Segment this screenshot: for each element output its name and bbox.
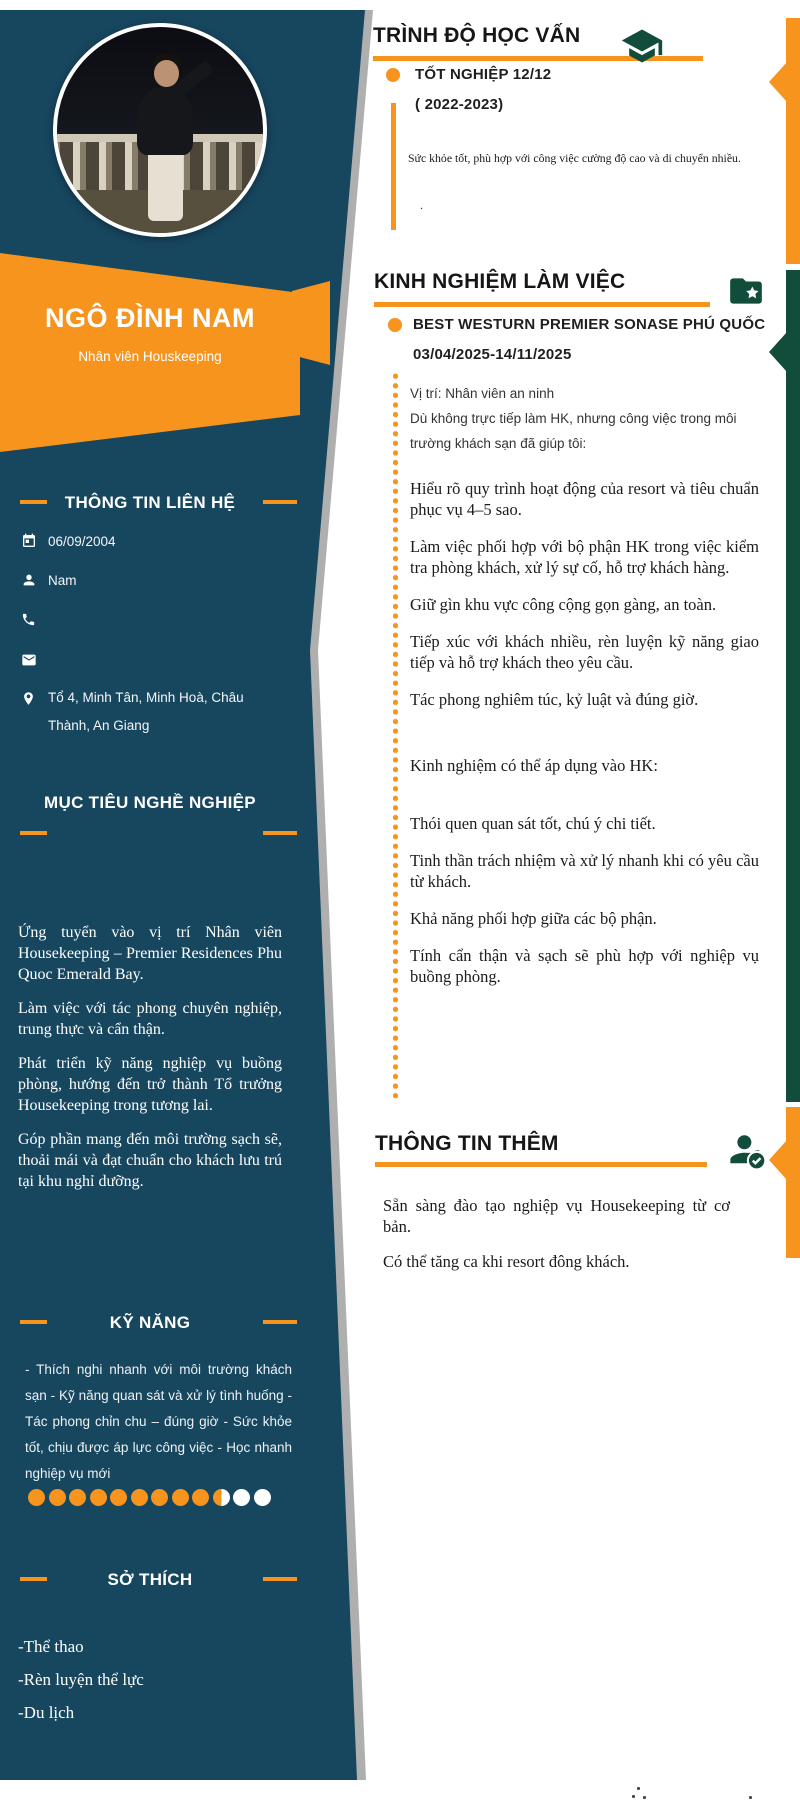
experience-period: 03/04/2025-14/11/2025 — [413, 346, 572, 363]
experience-employer: BEST WESTURN PREMIER SONASE PHÚ QUỐC — [413, 316, 766, 333]
additional-heading: THÔNG TIN THÊM — [375, 1132, 559, 1155]
experience-paragraph: Khả năng phối hợp giữa các bộ phận. — [410, 909, 657, 928]
gender-value: Nam — [48, 573, 77, 588]
experience-paragraph: Kinh nghiệm có thể áp dụng vào HK: — [410, 756, 658, 775]
hobbies-heading: SỞ THÍCH — [107, 1570, 193, 1589]
additional-body — [383, 1195, 730, 1286]
skill-dot — [172, 1489, 189, 1506]
objective-paragraph: Ứng tuyển vào vị trí Nhân viên Housekeeping – Premier Residences Phu Quoc Emerald Bay. — [18, 924, 282, 983]
hobby-item: -Thể thao — [18, 1637, 84, 1656]
skills-heading: KỸ NĂNG — [109, 1313, 191, 1332]
folder-star-icon — [727, 272, 765, 315]
skill-dot — [131, 1489, 148, 1506]
skill-rating-dots — [28, 1489, 271, 1506]
hobby-item: -Du lịch — [18, 1703, 75, 1722]
additional-paragraph: Có thể tăng ca khi resort đông khách. — [383, 1252, 630, 1271]
rail-additional-segment — [786, 1107, 800, 1258]
page-artifact-dot — [749, 1796, 752, 1799]
page-artifact-dot — [632, 1795, 635, 1798]
experience-position: Vị trí: Nhân viên an ninh — [410, 386, 555, 401]
photo-person-torso — [137, 87, 193, 155]
experience-heading: KINH NGHIỆM LÀM VIỆC — [374, 270, 626, 293]
skill-dot — [151, 1489, 168, 1506]
location-pin-icon — [21, 691, 37, 707]
birthdate-value: 06/09/2004 — [48, 534, 116, 549]
calendar-icon — [21, 533, 37, 549]
envelope-icon — [21, 652, 37, 668]
skill-dot — [69, 1489, 86, 1506]
contact-heading: THÔNG TIN LIÊN HỆ — [64, 493, 236, 512]
page-artifact-dot — [643, 1796, 646, 1799]
experience-intro-text: Dù không trực tiếp làm HK, nhưng công việc trong môi trường khách sạn đã giúp tôi: — [410, 411, 737, 451]
heading-dash-left — [20, 1320, 47, 1324]
experience-paragraph: Tính cẩn thận và sạch sẽ phù hợp với nghiệp vụ buồng phòng. — [410, 946, 759, 986]
experience-paragraph: Thói quen quan sát tốt, chú ý chi tiết. — [410, 814, 656, 833]
education-period: ( 2022-2023) — [415, 96, 504, 113]
education-bullet — [386, 68, 400, 82]
hobby-item: -Rèn luyện thể lực — [18, 1670, 144, 1689]
additional-underline — [375, 1162, 707, 1167]
education-note: . — [420, 198, 423, 212]
experience-paragraph: Hiểu rõ quy trình hoạt động của resort và tiêu chuẩn phục vụ 4–5 sao. — [410, 479, 759, 519]
skill-dot — [233, 1489, 250, 1506]
education-degree: TỐT NGHIỆP 12/12 — [415, 66, 552, 83]
experience-body — [410, 478, 759, 1003]
education-heading: TRÌNH ĐỘ HỌC VẤN — [373, 24, 581, 47]
page-artifact-dot — [637, 1787, 640, 1790]
rail-experience-notch — [769, 332, 787, 372]
experience-underline — [374, 302, 710, 307]
experience-intro — [410, 381, 778, 456]
education-vline — [391, 103, 396, 230]
heading-dash-right — [263, 1577, 297, 1581]
objective-paragraph: Làm việc với tác phong chuyên nghiệp, trung thực và cẩn thận. — [18, 1000, 282, 1038]
education-description: Sức khỏe tốt, phù hợp với công việc cường độ cao và di chuyển nhiều. — [408, 151, 741, 165]
experience-dotted-line — [393, 372, 398, 1102]
objective-heading: MỤC TIÊU NGHỀ NGHIỆP — [44, 793, 256, 812]
skill-dot — [90, 1489, 107, 1506]
rail-additional-notch — [769, 1140, 787, 1180]
candidate-title: Nhân viên Houskeeping — [78, 349, 222, 364]
heading-dash-left — [20, 500, 47, 504]
rail-education-notch — [769, 62, 787, 102]
experience-paragraph: Tinh thần trách nhiệm và xử lý nhanh khi có yêu cầu từ khách. — [410, 851, 759, 891]
profile-photo — [53, 23, 267, 237]
address-value: Tổ 4, Minh Tân, Minh Hoà, Châu Thành, An Giang — [48, 690, 244, 733]
skill-dot — [213, 1489, 230, 1506]
experience-paragraph: Làm việc phối hợp với bộ phận HK trong việc kiểm tra phòng khách, xử lý sự cố, hỗ trợ khách hàng. — [410, 537, 759, 577]
skill-dot — [192, 1489, 209, 1506]
objective-text — [18, 922, 282, 1205]
skills-text: - Thích nghi nhanh với môi trường khách sạn - Kỹ năng quan sát và xử lý tình huống - Tác phong chỉn chu – đúng giờ - Sức khỏe tốt, chịu được áp lực công việc - Học nhanh nghiệp vụ mới — [25, 1362, 292, 1481]
skill-dot — [110, 1489, 127, 1506]
heading-dash-left — [20, 831, 47, 835]
skill-dot — [49, 1489, 66, 1506]
heading-dash-left — [20, 1577, 47, 1581]
additional-paragraph: Sẵn sàng đào tạo nghiệp vụ Housekeeping từ cơ bản. — [383, 1196, 730, 1236]
heading-dash-right — [263, 500, 297, 504]
objective-paragraph: Góp phần mang đến môi trường sạch sẽ, thoải mái và đạt chuẩn cho khách lưu trú tại khu nghỉ dưỡng. — [18, 1131, 282, 1190]
heading-dash-right — [263, 831, 297, 835]
skill-dot — [28, 1489, 45, 1506]
objective-paragraph: Phát triển kỹ năng nghiệp vụ buồng phòng, hướng đến trở thành Tổ trưởng Housekeeping trong tương lai. — [18, 1055, 282, 1114]
experience-paragraph: Tiếp xúc với khách nhiều, rèn luyện kỹ năng giao tiếp và hỗ trợ khách theo yêu cầu. — [410, 632, 759, 672]
rail-education-segment — [786, 18, 800, 264]
person-icon — [21, 572, 37, 588]
photo-person-legs — [148, 146, 183, 220]
experience-paragraph: Giữ gìn khu vực công cộng gọn gàng, an toàn. — [410, 595, 717, 614]
candidate-name: NGÔ ĐÌNH NAM — [45, 303, 255, 333]
experience-paragraph: Tác phong nghiêm túc, kỷ luật và đúng giờ. — [410, 690, 699, 709]
skill-dot — [254, 1489, 271, 1506]
graduation-cap-icon — [620, 24, 664, 73]
rail-experience-segment — [786, 270, 800, 1102]
hobbies-list — [18, 1630, 144, 1729]
photo-person-head — [154, 60, 179, 87]
experience-bullet — [388, 318, 402, 332]
person-check-icon — [726, 1130, 768, 1177]
phone-icon — [21, 612, 37, 628]
heading-dash-right — [263, 1320, 297, 1324]
